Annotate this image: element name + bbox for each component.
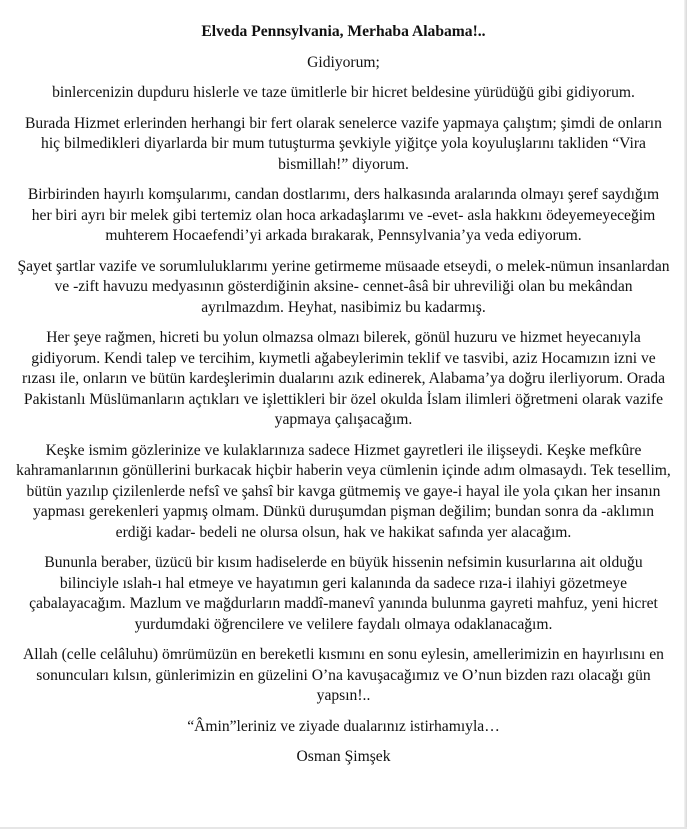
paragraph-closing: “Âmin”leriniz ve ziyade dualarınız istirhamıyla… — [187, 717, 500, 735]
paragraph: Şayet şartlar vazife ve sorumluluklarımı yerine getirmeme müsaade etseydi, o melek-nümun insanlardan ve -zift havuzu medyasının gösterdiğinin aksine- cennet-âsâ bir uhreviliği olan bu mekândan ayrılmazdım. Heyhat, nasibimiz bu kadarmış. — [17, 257, 670, 316]
paragraph: binlercenizin dupduru hislerle ve taze ümitlerle bir hicret beldesine yürüdüğü gibi gidiyorum. — [52, 84, 635, 101]
paragraph: Her şeye rağmen, hicreti bu yolun olmazsa olmazı bilerek, gönül huzuru ve hizmet heyecanıyla gidiyorum. Kendi talep ve tercihim, kıymetli ağabeylerimin teklif ve tasvibi, aziz Hocamızın izni ve rızası ile, onların ve bütün kardeşlerimin dualarını azık edinerek, Alabama’ya doğru ilerliyorum. Orada Pakistanlı Müslümanların açtıkları ve işlettikleri bir özel okulda İslam ilimleri öğretmeni olarak vazife yapmaya çalışacağım. — [21, 329, 665, 428]
paragraph: Birbirinden hayırlı komşularımı, candan dostlarımı, ders halkasında aralarında olmayı şeref saydığım her biri ayrı bir melek gibi tertemiz olan hoca arkadaşlarımı ve -evet- asla hakkını ödeyemeyeceğim muhterem Hocaefendi’yi arkada bırakarak, Pennsylvania’ya veda ediyorum. — [27, 186, 660, 244]
paragraph: Burada Hizmet erlerinden herhangi bir fert olarak senelerce vazife yapmaya çalıştım; şimdi de onların hiç bilmedikleri diyarlarda bir mum tutuşturma şevkiyle yiğitçe yola koyuluşlarını takliden “Vira bismillah!” diyorum. — [25, 114, 662, 173]
paragraph-opening: Gidiyorum; — [307, 53, 380, 71]
paragraph: Bununla beraber, üzücü bir kısım hadiselerde en büyük hissenin nefsimin kusurlarına ait olduğu bilinciyle ıslah-ı hal etmeye ve hayatımın geri kalanında da sadece rıza-i ilahiyi gözetmeye çabalayacağım. Mazlum ve mağdurların maddî-manevî yanında bulunma gayreti mahfuz, yeni hicret yurdumdaki öğrencilere ve velilere faydalı olmaya odaklanacağım. — [29, 554, 658, 633]
paragraph: Allah (celle celâluhu) ömrümüzün en bereketli kısmını en sonu eylesin, amellerimizin en hayırlısını en sonuncuları kılsın, günlerimizin en güzelini O’na kavuşacağımız ve O’nun bizden razı olacağı gün yapsın!.. — [23, 646, 664, 704]
signature: Osman Şimşek — [296, 748, 391, 765]
letter-title: Elveda Pennsylvania, Merhaba Alabama!.. — [201, 23, 486, 40]
paragraph: Keşke ismim gözlerinize ve kulaklarınıza sadece Hizmet gayretleri ile ilişseydi. Keşke mefkûre kahramanlarının gönüllerini burkacak hiçbir haberin veya cümlenin içinde adım olmasaydı. Tek tesellim, bütün yazılıp çizilenlerde nefsî ve şahsî bir kavga gütmemiş ve gaye-i hayal ile yola çıkan her insanın yapması gerekenleri yapmış olmam. Dünkü duruşumdan pişman değilim; bundan sonra da -aklımın erdiği kadar- bedeli ne olursa olsun, hak ve hakikat safında yer alacağım. — [16, 441, 671, 541]
